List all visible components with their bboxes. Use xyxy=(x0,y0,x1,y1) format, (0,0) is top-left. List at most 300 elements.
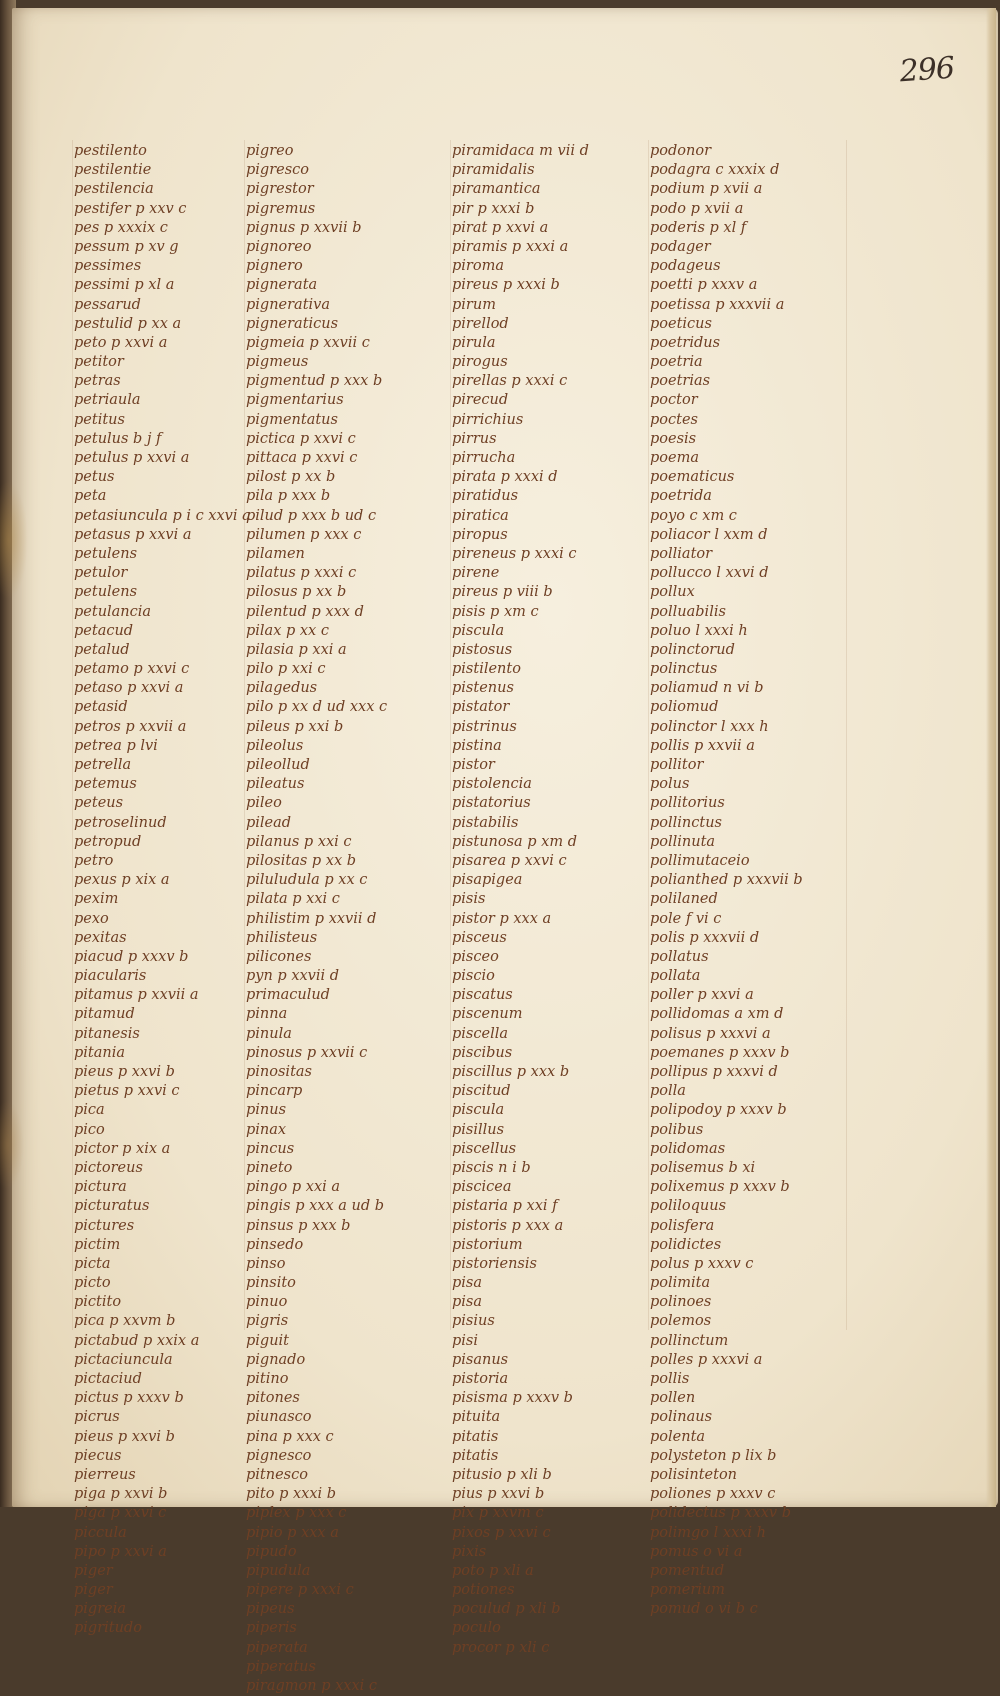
glossary-entry: piscula xyxy=(452,1102,505,1119)
glossary-entry: piramidalis xyxy=(452,162,535,179)
glossary-entry: pix p xxvm c xyxy=(452,1505,544,1522)
glossary-entry: pileo xyxy=(246,795,282,812)
glossary-entry: primaculud xyxy=(246,987,330,1004)
glossary-entry: pexo xyxy=(74,910,109,927)
glossary-entry: pisanus xyxy=(452,1351,509,1368)
glossary-entry: pictaciuncula xyxy=(74,1351,173,1368)
glossary-entry: pigmeia p xxvii c xyxy=(246,334,370,351)
glossary-entry: petitus xyxy=(74,411,125,428)
glossary-entry: pestilencia xyxy=(74,181,154,198)
glossary-entry: pomerium xyxy=(650,1582,725,1599)
glossary-entry: pistoria xyxy=(452,1371,509,1387)
glossary-entry: pitones xyxy=(246,1390,300,1407)
glossary-entry: piplex p xxx c xyxy=(246,1505,347,1522)
glossary-entry: polinctus xyxy=(650,661,718,678)
glossary-entry: pomus o vi a xyxy=(650,1543,743,1560)
glossary-entry: pirula xyxy=(452,334,496,351)
glossary-entry: pilatus p xxxi c xyxy=(246,565,357,582)
glossary-entry: poliones p xxxv c xyxy=(650,1486,776,1503)
glossary-entry: pessarud xyxy=(74,296,141,313)
glossary-entry: pistenus xyxy=(452,680,514,697)
page-stain xyxy=(0,480,28,600)
glossary-entry: philisteus xyxy=(246,929,318,946)
glossary-entry: pinsedo xyxy=(246,1236,304,1253)
glossary-entry: peta xyxy=(74,488,107,505)
glossary-entry: pipio p xxx a xyxy=(246,1524,339,1541)
glossary-entry: pinsito xyxy=(246,1275,296,1292)
glossary-entry: pisa xyxy=(452,1275,483,1292)
glossary-column-3 xyxy=(452,142,589,1658)
glossary-entry: polidectus p xxxv b xyxy=(650,1505,791,1522)
glossary-entry: pigrestor xyxy=(246,181,314,198)
glossary-entry: petulus p xxvi a xyxy=(74,450,190,466)
glossary-entry: pilanus p xxi c xyxy=(246,833,352,850)
glossary-entry: piragmon p xxxi c xyxy=(246,1678,377,1694)
glossary-entry: pignesco xyxy=(246,1447,312,1464)
glossary-entry: pictaciud xyxy=(74,1371,142,1387)
page-stain xyxy=(0,1100,24,1190)
glossary-entry: poema xyxy=(650,450,699,466)
glossary-entry: procor p xli c xyxy=(452,1639,550,1656)
glossary-entry: pilumen p xxx c xyxy=(246,526,362,543)
glossary-entry: pollipus p xxxvi d xyxy=(650,1064,778,1080)
glossary-entry: pistoris p xxx a xyxy=(452,1217,564,1234)
glossary-entry: pitatis xyxy=(452,1428,499,1445)
glossary-entry: pilositas p xx b xyxy=(246,852,357,869)
glossary-entry: pistator xyxy=(452,699,510,716)
glossary-entry: pixos p xxvi c xyxy=(452,1524,551,1541)
glossary-entry: pilentud p xxx d xyxy=(246,603,364,620)
glossary-entry: piscibus xyxy=(452,1044,513,1061)
glossary-entry: pollitorius xyxy=(650,795,725,812)
glossary-entry: podium p xvii a xyxy=(650,181,763,198)
glossary-entry: pomentud xyxy=(650,1562,725,1579)
glossary-entry: pileollud xyxy=(246,757,310,773)
glossary-entry: polysteton p lix b xyxy=(650,1447,777,1464)
glossary-entry: pisis p xm c xyxy=(452,603,539,620)
glossary-entry: piperis xyxy=(246,1620,297,1637)
glossary-entry: pistabilis xyxy=(452,814,519,831)
glossary-entry: pollata xyxy=(650,968,701,985)
glossary-entry: pitino xyxy=(246,1371,289,1387)
glossary-entry: piscula xyxy=(452,622,505,639)
glossary-entry: pollux xyxy=(650,584,695,601)
glossary-entry: pieus p xxvi b xyxy=(74,1428,175,1445)
glossary-entry: peto p xxvi a xyxy=(74,334,168,351)
glossary-entry: poetrias xyxy=(650,373,711,390)
glossary-entry: pinus xyxy=(246,1102,287,1119)
glossary-entry: pitnesco xyxy=(246,1466,308,1483)
glossary-entry: petulens xyxy=(74,584,138,601)
glossary-entry: pitania xyxy=(74,1044,126,1061)
glossary-entry: pictito xyxy=(74,1294,122,1311)
glossary-entry: pistosus xyxy=(452,641,513,658)
glossary-entry: pica xyxy=(74,1102,105,1119)
glossary-entry: pistilento xyxy=(452,661,521,678)
glossary-entry: polimita xyxy=(650,1275,711,1292)
glossary-entry: pisa xyxy=(452,1294,483,1311)
glossary-entry: polidictes xyxy=(650,1236,722,1253)
glossary-entry: petrella xyxy=(74,757,132,773)
glossary-entry: pollucco l xxvi d xyxy=(650,565,769,582)
glossary-entry: poetridus xyxy=(650,334,721,351)
glossary-entry: pollinctum xyxy=(650,1332,729,1349)
glossary-entry: poemanes p xxxv b xyxy=(650,1044,790,1061)
glossary-entry: picrus xyxy=(74,1409,120,1426)
glossary-entry: podonor xyxy=(650,143,712,159)
glossary-entry: pignerata xyxy=(246,277,318,294)
glossary-entry: pituita xyxy=(452,1409,501,1426)
glossary-entry: pictabud p xxix a xyxy=(74,1332,200,1349)
glossary-entry: pistina xyxy=(452,737,502,754)
glossary-entry: pincarp xyxy=(246,1083,303,1100)
glossary-entry: pilamen xyxy=(246,545,305,562)
glossary-entry: pigremus xyxy=(246,200,316,217)
glossary-entry: piger xyxy=(74,1562,113,1579)
glossary-entry: pisillus xyxy=(452,1121,505,1138)
glossary-entry: polipodoy p xxxv b xyxy=(650,1102,787,1119)
glossary-entry: pilicones xyxy=(246,948,312,965)
glossary-entry: peteus xyxy=(74,795,124,812)
glossary-entry: pistaria p xxi f xyxy=(452,1198,558,1215)
glossary-entry: pica p xxvm b xyxy=(74,1313,176,1330)
glossary-entry: piscenum xyxy=(452,1006,523,1023)
glossary-entry: pius p xxvi b xyxy=(452,1486,545,1503)
glossary-entry: pietus p xxvi c xyxy=(74,1083,180,1100)
glossary-entry: poeticus xyxy=(650,315,712,332)
glossary-entry: pessimi p xl a xyxy=(74,277,175,294)
glossary-entry: pitatis xyxy=(452,1447,499,1464)
glossary-entry: piscillus p xxx b xyxy=(452,1064,570,1080)
glossary-entry: pirogus xyxy=(452,354,508,371)
glossary-entry: pilost p xx b xyxy=(246,469,336,486)
glossary-entry: poliacor l xxm d xyxy=(650,526,768,543)
glossary-entry: pitamud xyxy=(74,1006,135,1023)
glossary-entry: petasiuncula p i c xxvi a xyxy=(74,507,251,524)
glossary-entry: poliloquus xyxy=(650,1198,727,1215)
glossary-entry: polinctor l xxx h xyxy=(650,718,769,735)
glossary-entry: pestilentie xyxy=(74,162,152,179)
glossary-entry: polinaus xyxy=(650,1409,713,1426)
glossary-entry: poctes xyxy=(650,411,698,428)
glossary-entry: petasus p xxvi a xyxy=(74,526,192,543)
glossary-column-2 xyxy=(246,142,387,1696)
glossary-entry: pireneus p xxxi c xyxy=(452,545,577,562)
glossary-entry: pistor xyxy=(452,757,495,773)
glossary-entry: petulus b j f xyxy=(74,430,162,447)
glossary-entry: pisius xyxy=(452,1313,495,1330)
glossary-entry: piga p xxvi c xyxy=(74,1505,167,1522)
glossary-entry: polimgo l xxxi h xyxy=(650,1524,767,1541)
glossary-entry: pollis xyxy=(650,1371,690,1387)
glossary-entry: pinosus p xxvii c xyxy=(246,1044,368,1061)
glossary-entry: pico xyxy=(74,1121,105,1138)
glossary-entry: pigneraticus xyxy=(246,315,339,332)
glossary-entry: pirrucha xyxy=(452,450,516,466)
glossary-entry: pictim xyxy=(74,1236,121,1253)
glossary-entry: poto p xli a xyxy=(452,1562,534,1579)
glossary-entry: pisis xyxy=(452,891,486,908)
glossary-entry: pierreus xyxy=(74,1466,136,1483)
glossary-entry: pinositas xyxy=(246,1064,312,1080)
glossary-entry: piga p xxvi b xyxy=(74,1486,168,1503)
glossary-entry: petro xyxy=(74,852,114,869)
column-ruling xyxy=(846,140,847,1330)
glossary-entry: petulancia xyxy=(74,603,152,620)
glossary-entry: piscellus xyxy=(452,1140,517,1157)
glossary-entry: poliamud n vi b xyxy=(650,680,764,697)
glossary-entry: petulens xyxy=(74,545,138,562)
glossary-column-4 xyxy=(650,142,803,1619)
glossary-entry: pes p xxxix c xyxy=(74,219,168,236)
column-ruling xyxy=(450,140,451,1330)
glossary-entry: pilead xyxy=(246,814,292,831)
glossary-entry: pila p xxx b xyxy=(246,488,331,505)
glossary-entry: polus xyxy=(650,776,690,793)
glossary-entry: pollis p xxvii a xyxy=(650,737,755,754)
glossary-entry: pileolus xyxy=(246,737,304,754)
glossary-entry: pessimes xyxy=(74,258,142,275)
glossary-entry: piecus xyxy=(74,1447,122,1464)
glossary-entry: petalud xyxy=(74,641,130,658)
glossary-entry: pitamus p xxvii a xyxy=(74,987,199,1004)
glossary-entry: piratidus xyxy=(452,488,519,505)
glossary-entry: pignado xyxy=(246,1351,306,1368)
glossary-entry: polinoes xyxy=(650,1294,712,1311)
glossary-entry: polixemus p xxxv b xyxy=(650,1179,790,1196)
folio-number: 296 xyxy=(898,50,956,90)
glossary-column-1 xyxy=(74,142,251,1639)
glossary-entry: pisarea p xxvi c xyxy=(452,852,567,869)
glossary-entry: pipudo xyxy=(246,1543,297,1560)
glossary-entry: polus p xxxv c xyxy=(650,1255,754,1272)
glossary-entry: pineto xyxy=(246,1159,293,1176)
glossary-entry: piscio xyxy=(452,968,495,985)
glossary-entry: podo p xvii a xyxy=(650,200,744,217)
glossary-entry: pitusio p xli b xyxy=(452,1466,552,1483)
glossary-entry: pireus p xxxi b xyxy=(452,277,560,294)
glossary-entry: poderis p xl f xyxy=(650,219,747,236)
glossary-entry: pilagedus xyxy=(246,680,318,697)
glossary-entry: pinna xyxy=(246,1006,288,1023)
glossary-entry: poller p xxvi a xyxy=(650,987,754,1004)
glossary-entry: pictica p xxvi c xyxy=(246,430,356,447)
glossary-entry: piger xyxy=(74,1582,113,1599)
glossary-entry: polidomas xyxy=(650,1140,726,1157)
glossary-entry: pipere p xxxi c xyxy=(246,1582,354,1599)
glossary-entry: pilo p xx d ud xxx c xyxy=(246,699,388,716)
glossary-entry: pileatus xyxy=(246,776,305,793)
glossary-entry: poliomud xyxy=(650,699,719,716)
glossary-entry: piacularis xyxy=(74,968,147,985)
glossary-entry: petriaula xyxy=(74,392,141,409)
glossary-entry: poesis xyxy=(650,430,697,447)
glossary-entry: petus xyxy=(74,469,115,486)
glossary-entry: polibus xyxy=(650,1121,704,1138)
glossary-entry: pigreo xyxy=(246,143,294,159)
glossary-entry: piunasco xyxy=(246,1409,312,1426)
glossary-entry: poctor xyxy=(650,392,698,409)
glossary-entry: pomud o vi b c xyxy=(650,1601,758,1618)
glossary-entry: pitanesis xyxy=(74,1025,140,1042)
glossary-entry: potiones xyxy=(452,1582,515,1599)
glossary-entry: philistim p xxvii d xyxy=(246,910,377,927)
glossary-entry: pincus xyxy=(246,1140,295,1157)
glossary-entry: pirum xyxy=(452,296,496,313)
glossary-entry: pina p xxx c xyxy=(246,1428,334,1445)
glossary-entry: piscis n i b xyxy=(452,1159,531,1176)
glossary-entry: poematicus xyxy=(650,469,735,486)
glossary-entry: poetti p xxxv a xyxy=(650,277,758,294)
glossary-entry: piramis p xxxi a xyxy=(452,238,569,255)
glossary-entry: pollitor xyxy=(650,757,704,773)
glossary-entry: piscella xyxy=(452,1025,508,1042)
glossary-entry: piscicea xyxy=(452,1179,512,1196)
glossary-entry: pictures xyxy=(74,1217,135,1234)
glossary-entry: pirene xyxy=(452,565,500,582)
glossary-entry: pinula xyxy=(246,1025,292,1042)
glossary-entry: pestulid p xx a xyxy=(74,315,182,332)
glossary-entry: pisceus xyxy=(452,929,507,946)
glossary-entry: pisapigea xyxy=(452,872,523,889)
glossary-entry: poetissa p xxxvii a xyxy=(650,296,785,313)
glossary-entry: petemus xyxy=(74,776,137,793)
column-ruling xyxy=(648,140,649,1330)
glossary-entry: pollinctus xyxy=(650,814,722,831)
glossary-entry: polemos xyxy=(650,1313,712,1330)
glossary-entry: polliator xyxy=(650,545,713,562)
glossary-entry: pictoreus xyxy=(74,1159,143,1176)
glossary-entry: petaso p xxvi a xyxy=(74,680,184,697)
glossary-entry: pisisma p xxxv b xyxy=(452,1390,573,1407)
glossary-entry: pito p xxxi b xyxy=(246,1486,337,1503)
glossary-entry: pirellod xyxy=(452,315,509,332)
glossary-entry: polla xyxy=(650,1083,686,1100)
glossary-entry: picta xyxy=(74,1255,111,1272)
glossary-entry: petrea p lvi xyxy=(74,737,158,754)
glossary-entry: piguit xyxy=(246,1332,290,1349)
glossary-entry: pollinuta xyxy=(650,833,716,850)
glossary-entry: pinax xyxy=(246,1121,287,1138)
glossary-entry: pilasia p xxi a xyxy=(246,641,347,658)
glossary-entry: pireus p viii b xyxy=(452,584,553,601)
glossary-entry: piluludula p xx c xyxy=(246,872,368,889)
glossary-entry: polisinteton xyxy=(650,1466,738,1483)
glossary-entry: pistolencia xyxy=(452,776,532,793)
glossary-entry: pistorium xyxy=(452,1236,523,1253)
glossary-entry: piperatus xyxy=(246,1658,316,1675)
glossary-entry: pole f vi c xyxy=(650,910,722,927)
glossary-entry: pigreia xyxy=(74,1601,126,1618)
glossary-entry: pessum p xv g xyxy=(74,238,179,255)
glossary-entry: podageus xyxy=(650,258,721,275)
glossary-entry: podagra c xxxix d xyxy=(650,162,780,179)
glossary-entry: pollidomas a xm d xyxy=(650,1006,784,1023)
glossary-entry: pictor p xix a xyxy=(74,1140,171,1157)
glossary-entry: pilud p xxx b ud c xyxy=(246,507,377,524)
glossary-entry: pirat p xxvi a xyxy=(452,219,549,236)
glossary-entry: pirecud xyxy=(452,392,509,409)
glossary-entry: pileus p xxi b xyxy=(246,718,344,735)
glossary-entry: pigris xyxy=(246,1313,289,1330)
glossary-entry: polisfera xyxy=(650,1217,715,1234)
page-edge xyxy=(986,8,996,1507)
glossary-entry: picturatus xyxy=(74,1198,150,1215)
glossary-entry: polinctorud xyxy=(650,641,735,658)
glossary-entry: pirrus xyxy=(452,430,497,447)
glossary-entry: pestilento xyxy=(74,143,147,159)
glossary-entry: pingo p xxi a xyxy=(246,1179,341,1196)
glossary-entry: pistoriensis xyxy=(452,1255,537,1272)
glossary-entry: polluabilis xyxy=(650,603,726,620)
glossary-entry: piscatus xyxy=(452,987,513,1004)
glossary-entry: piratica xyxy=(452,507,509,524)
glossary-entry: piropus xyxy=(452,526,508,543)
glossary-entry: piramidaca m vii d xyxy=(452,143,589,159)
glossary-entry: pinsus p xxx b xyxy=(246,1217,351,1234)
glossary-entry: pir p xxxi b xyxy=(452,200,535,217)
glossary-entry: petropud xyxy=(74,833,142,850)
glossary-entry: pipo p xxvi a xyxy=(74,1543,167,1560)
glossary-entry: polianthed p xxxvii b xyxy=(650,872,803,889)
glossary-entry: pistatorius xyxy=(452,795,531,812)
glossary-entry: pirrichius xyxy=(452,411,524,428)
glossary-entry: pigmentarius xyxy=(246,392,344,409)
glossary-entry: polisus p xxxvi a xyxy=(650,1025,771,1042)
glossary-entry: petitor xyxy=(74,354,124,371)
glossary-entry: pyn p xxvii d xyxy=(246,968,340,985)
glossary-entry: petamo p xxvi c xyxy=(74,661,190,678)
glossary-entry: pixis xyxy=(452,1543,487,1560)
glossary-entry: pestifer p xxv c xyxy=(74,200,187,217)
glossary-entry: petulor xyxy=(74,565,128,582)
glossary-entry: pipudula xyxy=(246,1562,311,1579)
glossary-entry: petasid xyxy=(74,699,128,716)
glossary-entry: pigritudo xyxy=(74,1620,142,1637)
glossary-entry: poyo c xm c xyxy=(650,507,737,524)
glossary-entry: pexitas xyxy=(74,929,127,946)
glossary-entry: polisemus b xi xyxy=(650,1159,756,1176)
glossary-entry: poetria xyxy=(650,354,703,371)
glossary-entry: pistunosa p xm d xyxy=(452,833,577,850)
glossary-entry: pollimutaceio xyxy=(650,852,750,869)
glossary-entry: pollen xyxy=(650,1390,696,1407)
glossary-entry: pipeus xyxy=(246,1601,295,1618)
glossary-entry: poluo l xxxi h xyxy=(650,622,748,639)
glossary-entry: petras xyxy=(74,373,121,390)
glossary-entry: pinuo xyxy=(246,1294,288,1311)
glossary-entry: picto xyxy=(74,1275,111,1292)
glossary-entry: pigmeus xyxy=(246,354,309,371)
column-ruling xyxy=(72,140,73,1330)
glossary-entry: pigmentud p xxx b xyxy=(246,373,383,390)
glossary-entry: pilata p xxi c xyxy=(246,891,340,908)
glossary-entry: poetrida xyxy=(650,488,712,505)
glossary-entry: poculud p xli b xyxy=(452,1601,561,1618)
glossary-entry: pilo p xxi c xyxy=(246,661,326,678)
glossary-entry: piroma xyxy=(452,258,504,275)
glossary-entry: poculo xyxy=(452,1620,501,1637)
glossary-entry: pisi xyxy=(452,1332,478,1349)
glossary-entry: piperata xyxy=(246,1639,308,1656)
glossary-entry: polilaned xyxy=(650,891,718,908)
glossary-entry: petros p xxvii a xyxy=(74,718,187,735)
glossary-entry: podager xyxy=(650,238,711,255)
glossary-entry: pexim xyxy=(74,891,119,908)
glossary-entry: pigresco xyxy=(246,162,310,179)
glossary-entry: pirellas p xxxi c xyxy=(452,373,568,390)
glossary-entry: piacud p xxxv b xyxy=(74,948,189,965)
